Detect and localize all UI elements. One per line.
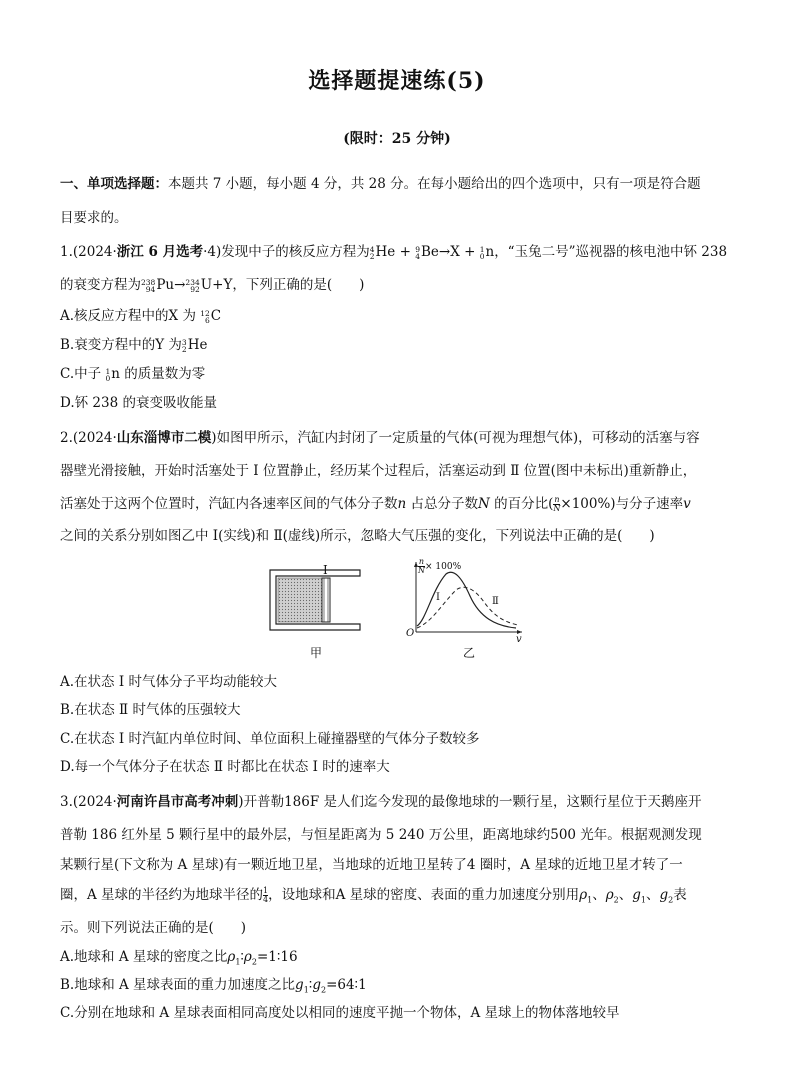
figure-a-caption: 甲 (310, 646, 323, 660)
q2-option-d: D.每一个气体分子在状态 Ⅱ 时都比在状态 Ⅰ 时的速率大 (60, 759, 390, 775)
q1-option-b-text: B.衰变方程中的Y 为 (60, 337, 182, 353)
q2-source: 山东淄博市二模 (116, 430, 212, 446)
q2-stem-line-4: 之间的关系分别如图乙中 Ⅰ(实线)和 Ⅱ(虚线)所示，忽略大气压强的变化，下列说法中正确的是( ) (60, 528, 655, 544)
graph-y-label-text: × 100% (425, 562, 462, 572)
q1-option-c: C.中子 1 0n 的质量数为零 (60, 366, 206, 383)
figure-b-caption: 乙 (463, 646, 476, 660)
q1-stem-a: 发现中子的核反应方程为 (221, 244, 370, 260)
q3-option-c: C.分别在地球和 A 星球表面相同高度处以相同的速度平抛一个物体，A 星球上的物体落地较早 (60, 1005, 620, 1021)
q2-stem-line-2: 器壁光滑接触，开始时活塞处于 Ⅰ 位置静止，经历某个过程后，活塞运动到 Ⅱ 位置(图中未标出)重新静止， (60, 463, 697, 479)
q2-stem-line-1 (60, 426, 700, 446)
section-heading: 一、单项选择题： (60, 176, 168, 192)
q1-option-b: B.衰变方程中的Y 为3 2He (60, 337, 208, 354)
q3-number: 3.(2024· (60, 794, 117, 810)
q3-option-b: B.地球和 A 星球表面的重力加速度之比$g_1∶g_2=64∶1$ (60, 977, 367, 995)
q3-source: 河南许昌市高考冲刺 (116, 794, 239, 810)
q2-stem-3d: ×100%)与分子速率 (560, 496, 684, 512)
piston (322, 578, 330, 622)
q3-stem-line-4: 圈，A 星球的半径约为地球半径的 $\frac{1}{4}$ ，设地球和A 星球的密度、表面的重力加速度分别用$\rho_1$、$\rho_2$、$g_1$、$g_2$表 (60, 886, 687, 905)
q1-option-c-pre: C.中子 (60, 366, 102, 382)
graph-origin: O (406, 628, 415, 639)
q3-stem-line-2: 普勒 186 红外星 5 颗行星中的最外层，与恒星距离为 5 240 万公里，距离地球约500 光年。根据观测发现 (60, 827, 702, 843)
graph-y-label: $\frac{n}{N}$ × 100% (418, 557, 462, 575)
q3-stem-line-5: 示。则下列说法正确的是( ) (60, 920, 247, 936)
page-title: 选择题提速练(5) (308, 68, 486, 94)
q1-option-c-post: 的质量数为零 (124, 366, 206, 382)
q1-stem-line-1 (60, 240, 727, 260)
section-text-2: 目要求的。 (60, 210, 128, 226)
q2-option-a: A.在状态 Ⅰ 时气体分子平均动能较大 (60, 674, 277, 690)
q2-option-c: C.在状态 Ⅰ 时汽缸内单位时间、单位面积上碰撞器壁的气体分子数较多 (60, 731, 480, 747)
q1-source-tail: ·4) (203, 244, 222, 260)
q2-stem-3b: 占总分子数 (410, 496, 478, 512)
q3-option-a-text: A.地球和 A 星球的密度之比 (60, 949, 228, 965)
q3-option-b-value: =64∶1 (326, 977, 367, 993)
curve-label-II: Ⅱ (492, 596, 499, 607)
q2-stem-line-3: 活塞处于这两个位置时，汽缸内各速率区间的气体分子数n 占总分子数N 的百分比( $\frac{n}{N}$ ×100%)与分子速率v (60, 495, 691, 513)
q3-stem-line-3: 某颗行星(下文称为 A 星球)有一颗近地卫星，当地球的近地卫星转了4 圈时，A 星球的近地卫星才转了一 (60, 857, 683, 873)
q1-stem-line-2 (60, 273, 364, 293)
section-text-1: 本题共 7 小题，每小题 4 分，共 28 分。在每小题给出的四个选项中，只有一项是符合题 (168, 176, 701, 192)
q1-source: 浙江 6 月选考 (116, 244, 204, 260)
page-subtitle: (限时：25 分钟) (343, 131, 451, 147)
q1-equation: 4 2He + 9 4Be→X + 1 0n (369, 244, 495, 261)
q1-stem-b: ，“玉兔二号”巡视器的核电池中钚 238 (494, 244, 728, 260)
q3-option-a-value: =1∶16 (256, 949, 298, 965)
q3-stem-4b: ，设地球和A 星球的密度、表面的重力加速度分别用 (268, 887, 580, 903)
cylinder-diagram (270, 564, 360, 630)
q3-stem-4a: 圈，A 星球的半径约为地球半径的 (60, 887, 264, 903)
q1-option-a: A.核反应方程中的X 为 12 6C (60, 308, 222, 325)
q2-stem-3a: 活塞处于这两个位置时，汽缸内各速率区间的气体分子数 (60, 496, 398, 512)
q2-number: 2.(2024· (60, 430, 117, 446)
gas-dots (278, 578, 322, 622)
q2-stem-1: )如图甲所示，汽缸内封闭了一定质量的气体(可视为理想气体)，可移动的活塞与容 (211, 430, 700, 446)
curve-label-I: Ⅰ (436, 592, 440, 603)
q2-option-b: B.在状态 Ⅱ 时气体的压强较大 (60, 702, 241, 718)
section-intro (60, 172, 701, 192)
q3-stem-4c: 表 (673, 887, 687, 903)
q3-stem-1: )开普勒186F 是人们迄今发现的最像地球的一颗行星，这颗行星位于天鹅座开 (238, 794, 702, 810)
q1-option-a-text: A.核反应方程中的X 为 (60, 308, 196, 324)
cylinder-position-label: Ⅰ (323, 563, 328, 577)
q1-stem-c: 的衰变方程为 (60, 277, 141, 293)
q2-figure (266, 557, 536, 668)
q1-option-d: D.钚 238 的衰变吸收能量 (60, 395, 217, 411)
q1-number: 1.(2024· (60, 244, 117, 260)
q2-figure-svg (266, 557, 536, 664)
q3-stem-line-1 (60, 790, 702, 810)
graph-x-label: v (516, 634, 522, 645)
curve-solid-I (417, 572, 516, 628)
q1-decay-equation: 238 94Pu→234 92U+Y (141, 277, 233, 294)
q1-stem-d: ，下列正确的是( ) (232, 277, 365, 293)
q3-option-b-text: B.地球和 A 星球表面的重力加速度之比 (60, 977, 296, 993)
curve-dashed-II (417, 587, 518, 628)
q2-stem-3c: 的百分比( (494, 496, 554, 512)
q3-option-a: A.地球和 A 星球的密度之比$\rho_1∶\rho_2=1∶16$ (60, 949, 298, 967)
